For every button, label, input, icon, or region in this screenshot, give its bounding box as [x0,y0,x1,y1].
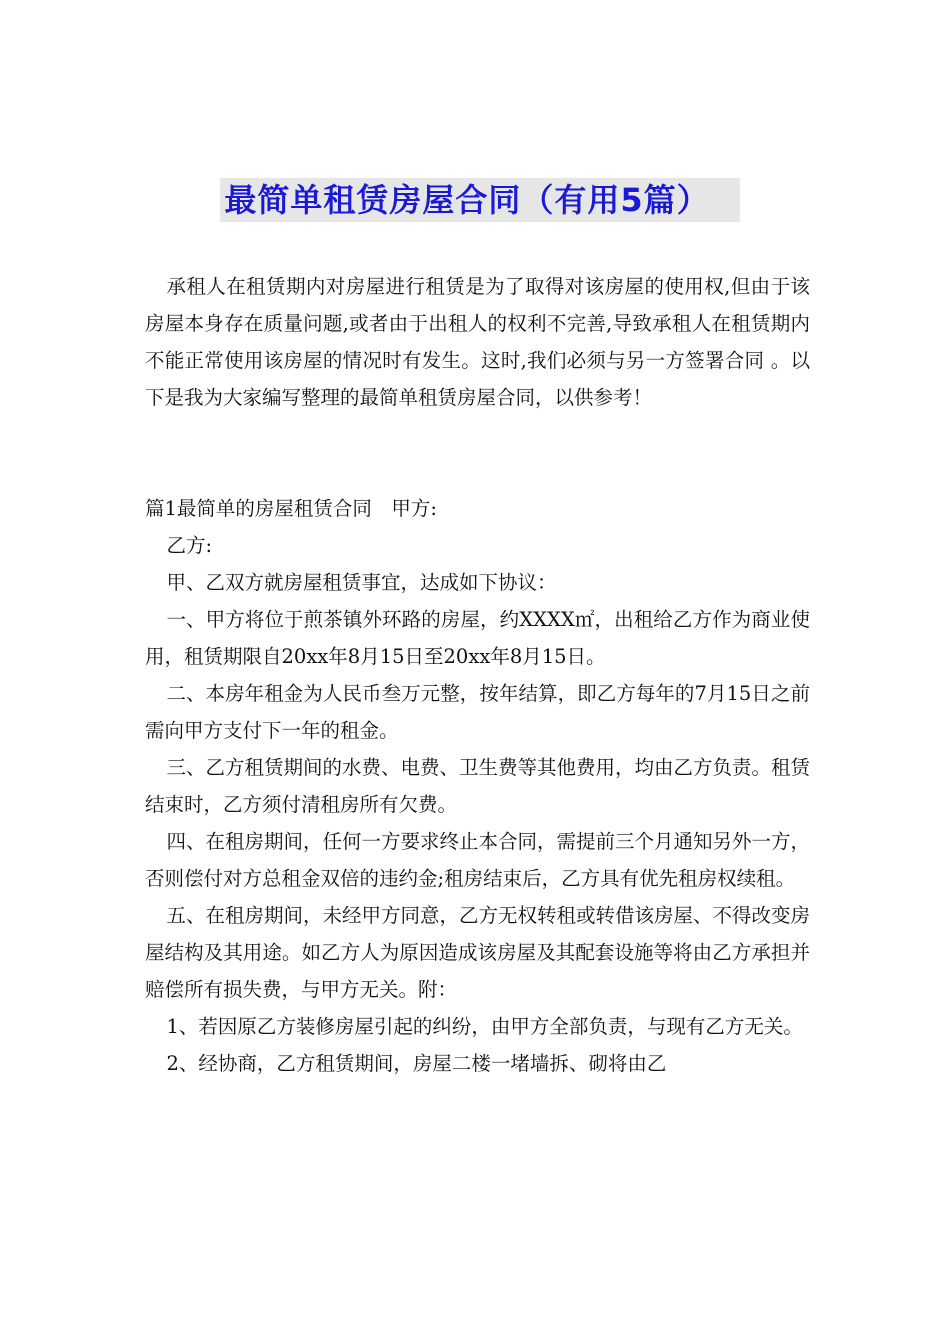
clause-1: 一、甲方将位于煎茶镇外环路的房屋，约XXXX㎡，出租给乙方作为商业使用，租赁期限自20xx年8月15日至20xx年8月15日。 [145,608,810,668]
intro-paragraph: 承租人在租赁期内对房屋进行租赁是为了取得对该房屋的使用权,但由于该房屋本身存在质量问题,或者由于出租人的权利不完善,导致承租人在租赁期内不能正常使用该房屋的情况时有发生。这时,我们必须与另一方签署合同 。以下是我为大家编写整理的最简单租赁房屋合同，以供参考！ [145,275,810,409]
clause-3: 三、乙方租赁期间的水费、电费、卫生费等其他费用，均由乙方负责。租赁结束时，乙方须付清租房所有欠费。 [145,756,810,816]
clause-2: 二、本房年租金为人民币叁万元整，按年结算，即乙方每年的7月15日之前需向甲方支付下一年的租金。 [145,682,810,742]
clause-5: 五、在租房期间，未经甲方同意，乙方无权转租或转借该房屋、不得改变房屋结构及其用途。如乙方人为原因造成该房屋及其配套设施等将由乙方承担并赔偿所有损失费，与甲方无关。附： [145,904,810,1001]
section-heading: 篇1最简单的房屋租赁合同 甲方: [145,497,437,520]
clause-4: 四、在租房期间，任何一方要求终止本合同，需提前三个月通知另外一方，否则偿付对方总租金双倍的违约金;租房结束后，乙方具有优先租房权续租。 [145,830,810,890]
appendix-item-2: 2、经协商，乙方租赁期间，房屋二楼一堵墙拆、砌将由乙 [166,1052,667,1075]
appendix-item-1: 1、若因原乙方装修房屋引起的纠纷，由甲方全部负责，与现有乙方无关。 [166,1015,803,1038]
party-b-line: 乙方: [166,534,213,557]
section-spacer [145,416,810,490]
agreement-line: 甲、乙双方就房屋租赁事宜，达成如下协议： [166,571,557,594]
title-container [0,178,950,222]
document-body [145,268,810,1082]
document-title: 最简单租赁房屋合同（有用5篇） [220,178,739,222]
